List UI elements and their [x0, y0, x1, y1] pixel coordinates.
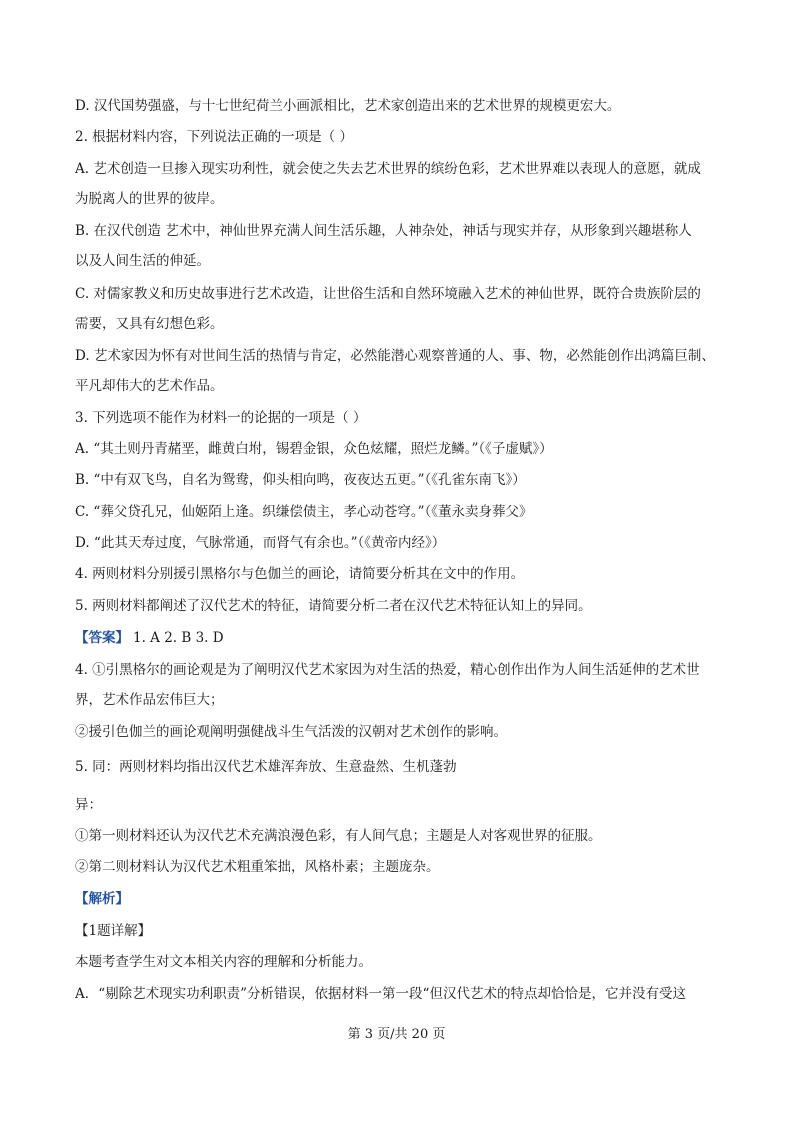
- answer-5-diff-2: ②第二则材料认为汉代艺术粗重笨拙，风格朴素；主题庞杂。: [75, 859, 440, 875]
- answer-5-diff-label: 异：: [75, 797, 102, 813]
- analysis-tag: 【解析】: [75, 891, 129, 907]
- answer-5-diff-1: ①第一则材料还认为汉代艺术充满浪漫色彩，有人间气息；主题是人对客观世界的征服。: [75, 828, 602, 844]
- q3-option-a: A. “其土则丹青赭垩，雌黄白坿，锡碧金银，众色炫耀，照烂龙鳞。”（《子虚赋》）: [75, 441, 553, 457]
- answer-4-line1: 4. ①引黑格尔的画论观是为了阐明汉代艺术家因为对生活的热爱，精心创作出作为人间生活延伸的艺术世: [75, 662, 700, 678]
- q2-option-a-line1: A. 艺术创造一旦掺入现实功利性，就会使之失去艺术世界的缤纷色彩，艺术世界难以表现人的意愿，就成: [75, 161, 701, 177]
- detail-line-2: A．“剔除艺术现实功利职责”分析错误，依据材料一第一段“但汉代艺术的特点却恰恰是，它并没有受这: [75, 986, 686, 1002]
- q3-option-d: D. “此其天寿过度，气脉常通，而肾气有余也。”（《黄帝内经》）: [75, 535, 446, 551]
- q2-option-a-line2: 为脱离人的世界的彼岸。: [75, 191, 224, 207]
- q3-option-c: C. “葬父贷孔兄，仙姬陌上逢。织缣偿债主，孝心动苍穹。”（《董永卖身葬父》: [75, 504, 533, 520]
- question-4: 4. 两则材料分别援引黑格尔与色伽兰的画论，请简要分析其在文中的作用。: [75, 566, 525, 582]
- q2-option-b-line1: B. 在汉代创造 艺术中，神仙世界充满人间生活乐趣，人神杂处，神话与现实并存，从形象到兴趣堪称人: [75, 223, 692, 239]
- page-footer: 第 3 页/共 20 页: [347, 1027, 446, 1042]
- q2-option-d-line1: D. 艺术家因为怀有对世间生活的热情与肯定，必然能潜心观察普通的人、事、物，必然能创作出鸿篇巨制、: [75, 348, 715, 364]
- option-d-q1: D. 汉代国势强盛，与十七世纪荷兰小画派相比，艺术家创造出来的艺术世界的规模更宏大。: [75, 98, 621, 114]
- answer-choices: 1. A 2. B 3. D: [133, 630, 224, 646]
- detail-line-1: 本题考查学生对文本相关内容的理解和分析能力。: [75, 954, 372, 970]
- answer-tag: 【答案】: [75, 630, 129, 646]
- question-5: 5. 两则材料都阐述了汉代艺术的特征，请简要分析二者在汉代艺术特征认知上的异同。: [75, 598, 592, 614]
- answer-5-same: 5. 同：两则材料均指出汉代艺术雄浑奔放、生意盎然、生机蓬勃: [75, 759, 457, 775]
- answer-4-line2: 界，艺术作品宏伟巨大；: [75, 692, 224, 708]
- q2-option-c-line1: C. 对儒家教义和历史故事进行艺术改造，让世俗生活和自然环境融入艺术的神仙世界，既符合贵族阶层的: [75, 286, 701, 302]
- detail-tag: 【1题详解】: [75, 923, 152, 939]
- q2-option-d-line2: 平凡却伟大的艺术作品。: [75, 378, 224, 394]
- question-3: 3. 下列选项不能作为材料一的论据的一项是（ ）: [75, 410, 367, 426]
- q2-option-b-line2: 以及人间生活的伸延。: [75, 253, 210, 269]
- q2-option-c-line2: 需要，又具有幻想色彩。: [75, 316, 224, 332]
- q3-option-b: B. “中有双飞鸟，自名为鸳鸯，仰头相向鸣，夜夜达五更。”（《孔雀东南飞》）: [75, 472, 526, 488]
- answer-4-line3: ②援引色伽兰的画论观阐明强健战斗生气活泼的汉朝对艺术创作的影响。: [75, 724, 507, 740]
- answer-row: [75, 628, 725, 648]
- question-2: 2. 根据材料内容，下列说法正确的一项是（ ）: [75, 129, 353, 145]
